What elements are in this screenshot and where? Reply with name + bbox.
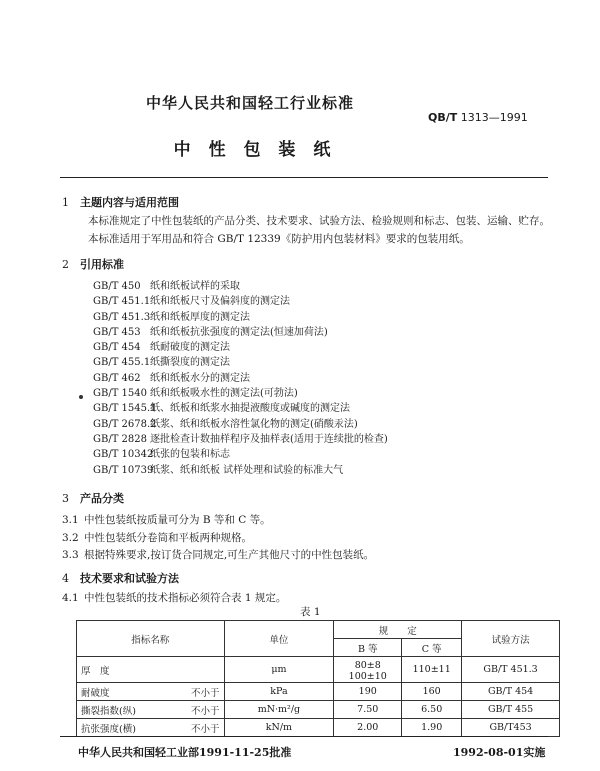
ref-title: 纸和纸板试样的采取 <box>150 281 240 292</box>
clause-3-2 <box>62 530 252 545</box>
row-unit: kPa <box>224 683 334 701</box>
referenced-standards-list <box>93 279 553 478</box>
row-grade-c: 160 <box>402 683 462 701</box>
ref-code: GB/T 453 <box>93 326 141 338</box>
ref-code: GB/T 455.1 <box>93 357 151 369</box>
ref-code: GB/T 10739 <box>93 464 154 476</box>
ref-title: 纸和纸板尺寸及偏斜度的测定法 <box>150 296 290 308</box>
standard-code-prefix: QB/T <box>428 111 458 124</box>
section-title: 技术要求和试验方法 <box>80 572 179 585</box>
ref-title: 纸浆、纸和纸板 试样处理和试验的标准大气 <box>150 464 344 476</box>
row-method: GB/T453 <box>462 719 560 737</box>
list-item <box>93 417 553 432</box>
ref-title: 纸和纸板抗张强度的测定法(恒速加荷法) <box>150 326 328 338</box>
issuing-organization: 中华人民共和国轻工行业标准 <box>145 94 354 112</box>
list-item <box>93 340 553 355</box>
bullet-mark <box>79 395 83 399</box>
row-unit: kN/m <box>224 719 334 737</box>
ref-code: GB/T 462 <box>93 372 141 384</box>
table-header-row <box>77 621 560 639</box>
document-title: 中 性 包 装 纸 <box>173 140 337 160</box>
approval-line: 中华人民共和国轻工业部1991-11-25批准 <box>78 746 292 759</box>
row-method: GB/T 454 <box>462 683 560 701</box>
row-unit: μm <box>224 657 334 683</box>
ref-title: 纸张的包装和标志 <box>150 449 230 461</box>
section-1-heading <box>62 194 179 210</box>
section-title: 引用标准 <box>80 258 124 271</box>
ref-code: GB/T 2828 <box>93 433 148 445</box>
list-item <box>93 371 553 386</box>
row-name <box>77 719 225 737</box>
ref-title: 纸浆、纸和纸板水溶性氯化物的测定(硝酸汞法) <box>150 418 358 430</box>
implementation-date: 1992-08-01实施 <box>453 746 546 759</box>
header-method: 试验方法 <box>462 621 560 657</box>
clause-number: 3.3 <box>62 549 79 561</box>
ref-title: 纸耐破度的测定法 <box>150 342 230 354</box>
header-spec: 规 定 <box>334 621 462 639</box>
section-1-paragraph-2: 本标准适用于军用品和符合 GB/T 12339《防护用内包装材料》要求的包装用纸。 <box>88 233 470 245</box>
table-row <box>77 719 560 737</box>
ref-title: 纸和纸板吸水性的测定法(可勃法) <box>150 388 298 400</box>
list-item <box>93 310 553 325</box>
clause-text: 中性包装纸的技术指标必须符合表 1 规定。 <box>84 592 287 604</box>
header-unit: 单位 <box>224 621 334 657</box>
ref-code: GB/T 1540 <box>93 388 148 400</box>
list-item <box>93 294 553 309</box>
spec-table <box>76 620 560 737</box>
clause-text: 根据特殊要求,按订货合同规定,可生产其他尺寸的中性包装纸。 <box>84 549 375 561</box>
row-name-text: 撕裂指数(纵) <box>81 705 136 717</box>
ref-title: 纸撕裂度的测定法 <box>150 357 230 369</box>
ref-title: 纸和纸板厚度的测定法 <box>150 311 250 323</box>
row-grade-b: 80±8 100±10 <box>334 657 402 683</box>
list-item <box>93 401 553 416</box>
clause-number: 3.1 <box>62 514 79 526</box>
ref-code: GB/T 10342 <box>93 449 154 461</box>
row-condition: 不小于 <box>191 705 220 717</box>
list-item <box>93 447 553 462</box>
section-2-heading <box>62 256 124 272</box>
table-caption: 表 1 <box>300 606 321 618</box>
row-name <box>77 657 225 683</box>
ref-code: GB/T 1545.1 <box>93 403 157 415</box>
clause-4-1 <box>62 590 286 605</box>
row-name <box>77 683 225 701</box>
section-number: 4 <box>62 572 69 585</box>
row-grade-c: 1.90 <box>402 719 462 737</box>
list-item <box>93 386 553 401</box>
row-grade-b: 2.00 <box>334 719 402 737</box>
list-item <box>93 279 553 294</box>
row-grade-b: 190 <box>334 683 402 701</box>
row-grade-b: 7.50 <box>334 701 402 719</box>
section-title: 产品分类 <box>80 492 124 505</box>
row-unit: mN·m²/g <box>224 701 334 719</box>
ref-code: GB/T 451.1 <box>93 296 151 308</box>
row-condition: 不小于 <box>191 687 220 699</box>
clause-text: 中性包装纸分卷筒和平板两种规格。 <box>84 532 252 544</box>
header-name: 指标名称 <box>77 621 225 657</box>
row-method: GB/T 455 <box>462 701 560 719</box>
section-number: 2 <box>62 258 69 271</box>
clause-number: 4.1 <box>62 592 79 604</box>
ref-code: GB/T 450 <box>93 281 141 292</box>
ref-title: 纸、纸板和纸浆水抽提液酸度或碱度的测定法 <box>150 403 350 415</box>
row-name-text: 抗张强度(横) <box>81 723 136 735</box>
section-1-paragraph-1: 本标准规定了中性包装纸的产品分类、技术要求、试验方法、检验规则和标志、包装、运输、贮存。 <box>88 215 550 227</box>
ref-code: GB/T 454 <box>93 342 141 354</box>
clause-text: 中性包装纸按质量可分为 B 等和 C 等。 <box>84 514 271 526</box>
ref-code: GB/T 451.3 <box>93 311 151 323</box>
list-item <box>93 432 553 447</box>
header-divider <box>60 177 548 178</box>
ref-code: GB/T 2678.2 <box>93 418 157 430</box>
standard-code-number: 1313—1991 <box>460 111 528 124</box>
row-condition: 不小于 <box>191 723 220 735</box>
row-name-text: 耐破度 <box>81 687 110 699</box>
table-row <box>77 701 560 719</box>
table-row <box>77 657 560 683</box>
standard-code <box>428 111 528 124</box>
header-grade-c: C 等 <box>402 639 462 657</box>
clause-number: 3.2 <box>62 532 79 544</box>
section-4-heading <box>62 570 179 586</box>
row-method: GB/T 451.3 <box>462 657 560 683</box>
row-name <box>77 701 225 719</box>
section-number: 1 <box>62 196 69 209</box>
row-grade-c: 6.50 <box>402 701 462 719</box>
ref-title: 纸和纸板水分的测定法 <box>150 372 250 384</box>
list-item <box>93 325 553 340</box>
section-number: 3 <box>62 492 69 505</box>
footer-divider <box>60 736 548 737</box>
clause-3-1 <box>62 512 271 527</box>
ref-title: 逐批检查计数抽样程序及抽样表(适用于连续批的检查) <box>150 433 388 445</box>
table-row <box>77 683 560 701</box>
header-grade-b: B 等 <box>334 639 402 657</box>
section-title: 主题内容与适用范围 <box>80 196 179 209</box>
list-item <box>93 355 553 370</box>
section-3-heading <box>62 490 124 506</box>
row-name-text: 厚 度 <box>81 665 110 677</box>
list-item <box>93 463 553 478</box>
row-grade-c: 110±11 <box>402 657 462 683</box>
clause-3-3 <box>62 547 374 562</box>
